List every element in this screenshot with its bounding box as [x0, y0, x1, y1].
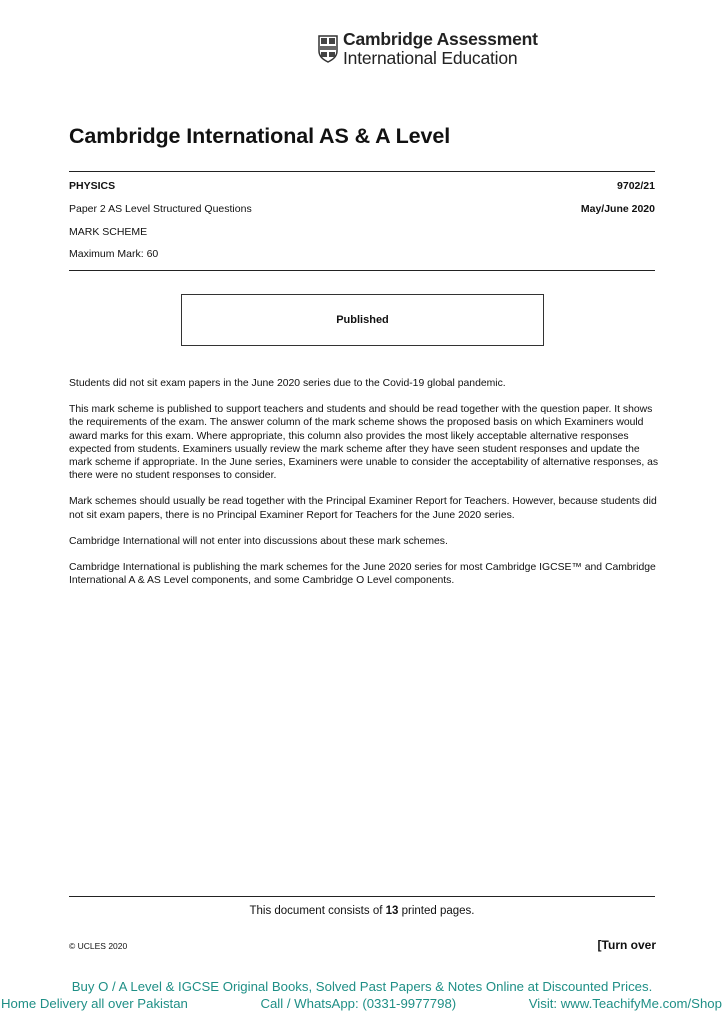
page-title: Cambridge International AS & A Level — [69, 124, 451, 148]
turn-over: [Turn over — [597, 938, 656, 952]
paper-title: Paper 2 AS Level Structured Questions — [69, 203, 252, 215]
paragraph: This mark scheme is published to support teachers and students and should be read together with the question paper. It shows the requirements of the exam. The answer column of the mark scheme shows the proposed basis on which Examiners would award marks for this exam. Where appropriate, this column also provides the most likely acceptable alternative responses expected from students. Examiners usually review the mark scheme after they have seen student responses and update the mark scheme if appropriate. In the June series, Examiners were unable to consider the acceptability of alternative responses, as there were no student responses to consider. — [69, 404, 659, 482]
notice-text — [69, 377, 659, 600]
divider-top — [69, 171, 655, 172]
page-count-prefix: This document consists of — [249, 905, 386, 917]
paragraph: Mark schemes should usually be read together with the Principal Examiner Report for Teachers. However, because students did not sit exam papers, there is no Principal Examiner Report for Teachers for the June 2020 series. — [69, 496, 657, 521]
copyright: © UCLES 2020 — [69, 941, 128, 951]
divider-bottom — [69, 896, 655, 897]
page-count-note — [0, 905, 724, 917]
status-box — [181, 294, 544, 346]
page-count: 13 — [385, 905, 399, 917]
cambridge-crest-icon — [318, 35, 338, 63]
exam-session: May/June 2020 — [580, 203, 655, 215]
paper-code: 9702/21 — [617, 180, 655, 192]
paragraph: Cambridge International is publishing the mark schemes for the June 2020 series for most Cambridge IGCSE™ and Cambridge International A & AS Level components, and some Cambridge O Level components. — [69, 562, 656, 587]
advert-line-2 — [0, 996, 724, 1011]
logo-line-2: International Education — [343, 48, 518, 68]
subject: PHYSICS — [69, 180, 116, 192]
maximum-mark: Maximum Mark: 60 — [69, 248, 159, 260]
advert-delivery: Home Delivery all over Pakistan — [1, 996, 188, 1011]
paragraph: Cambridge International will not enter into discussions about these mark schemes. — [69, 535, 448, 547]
logo-line-1: Cambridge Assessment — [343, 29, 538, 49]
cambridge-logo — [318, 30, 538, 68]
paragraph: Students did not sit exam papers in the June 2020 series due to the Covid-19 global pandemic. — [69, 378, 506, 389]
page-count-suffix: printed pages. — [398, 905, 475, 917]
advert-contact: Call / WhatsApp: (0331-9977798) — [260, 996, 457, 1011]
status-label: Published — [336, 314, 389, 326]
document-type: MARK SCHEME — [69, 226, 148, 238]
advert-line-1: Buy O / A Level & IGCSE Original Books, Solved Past Papers & Notes Online at Discounted Prices. — [71, 979, 653, 994]
advert-website[interactable]: Visit: www.TeachifyMe.com/Shop — [528, 996, 722, 1011]
divider-middle — [69, 270, 655, 271]
